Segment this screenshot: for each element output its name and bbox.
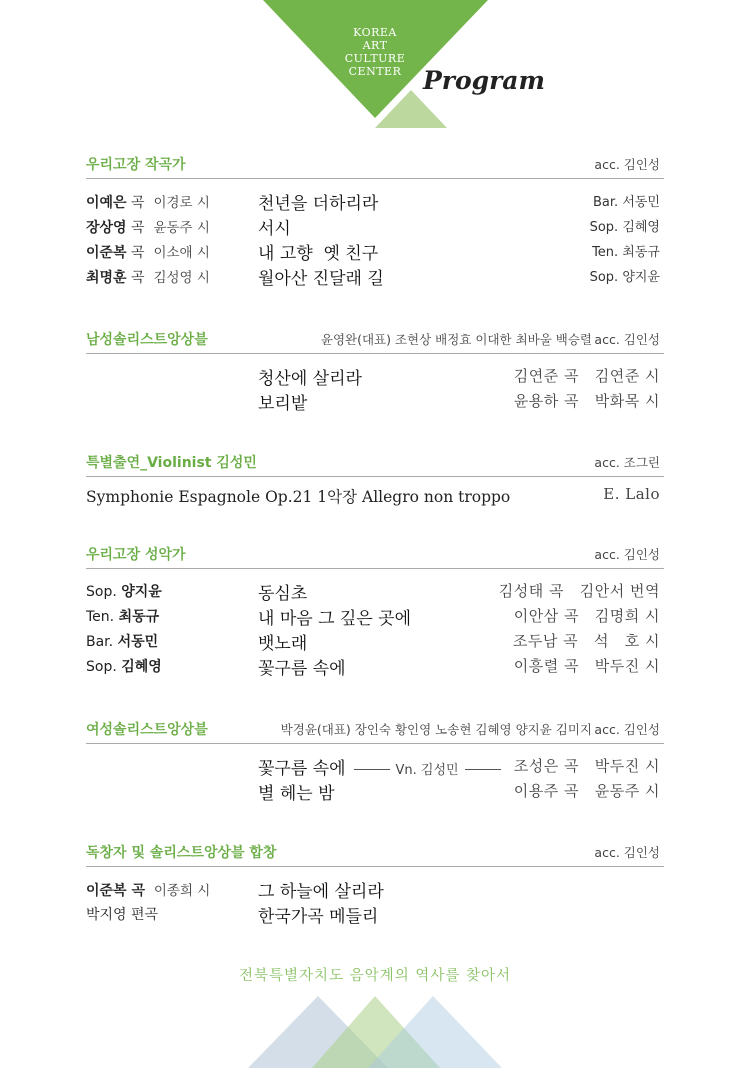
piece-title: 동심초 [258, 584, 308, 604]
piece-credit: 윤용하 곡 박화목 시 [513, 392, 660, 410]
piece-credit: 김성태 곡 김안서 번역 [498, 582, 660, 600]
piece-credit: 김연준 곡 김연준 시 [513, 367, 660, 385]
piece-title: 꽃구름 속에 [258, 659, 346, 679]
logo-line-4: CENTER [348, 65, 402, 78]
singer: Bar. 서동민 [86, 634, 159, 650]
piece-credit: 이용주 곡 윤동주 시 [513, 782, 660, 800]
program-row [86, 754, 664, 779]
ensemble-members: 박경윤(대표) 장인숙 황인영 노송현 김혜영 양지윤 김미지 [280, 722, 592, 737]
piece-title: 서시 [258, 219, 291, 239]
piece-title: 월아산 진달래 길 [258, 269, 384, 289]
ensemble-members: 윤영완(대표) 조현상 배정효 이대한 최바울 백승렬 [320, 332, 592, 347]
piece-title: 별 헤는 밤 [258, 784, 335, 804]
program-row [86, 264, 664, 289]
program-row [86, 579, 664, 604]
piece-title: Symphonie Espagnole Op.21 1악장 Allegro non troppo [86, 488, 511, 506]
piece-credit: 조성은 곡 박두진 시 [513, 757, 660, 775]
piece-title: 천년을 더하리라 [258, 194, 379, 214]
section-header [86, 450, 664, 477]
piece-title: 그 하늘에 살리라 [258, 882, 384, 902]
program-row [86, 485, 664, 510]
piece-credit: 이흥렬 곡 박두진 시 [513, 657, 660, 675]
program-row [86, 239, 664, 264]
footer-tagline: 전북특별자치도 음악계의 역사를 찾아서 [239, 968, 511, 984]
accompanist: acc. 조그린 [594, 455, 660, 470]
credit-arranger: 박지영 편곡 [86, 907, 159, 923]
piece-title: 내 고향 옛 친구 [258, 244, 379, 264]
section-title: 남성솔리스트앙상블 [86, 332, 208, 348]
logo-line-2: ART [362, 39, 388, 52]
logo-line-3: CULTURE [344, 52, 406, 65]
accompanist: acc. 김인성 [594, 157, 660, 172]
section-title: 특별출연_Violinist 김성민 [86, 455, 257, 471]
piece-title: 뱃노래 [258, 634, 308, 654]
performer: Sop. 김혜영 [589, 220, 660, 235]
piece-title: 한국가곡 메들리 [258, 907, 379, 927]
footer-triangles-graphic [0, 990, 750, 1068]
accompanist: acc. 김인성 [594, 845, 660, 860]
featured-violinist: Vn. 김성민 [395, 763, 459, 778]
accompanist: acc. 김인성 [594, 547, 660, 562]
section-header [86, 840, 664, 867]
program-row [86, 189, 664, 214]
accompanist: acc. 김인성 [594, 722, 660, 737]
program-row [86, 389, 664, 414]
credit-composer-poet: 이준복 곡 이종희 시 [86, 883, 211, 899]
piece-composer: E. Lalo [603, 485, 660, 503]
performer: Ten. 최동규 [592, 245, 660, 260]
program-row [86, 902, 664, 927]
program-row [86, 604, 664, 629]
logo-line-1: KOREA [353, 26, 397, 39]
credit-composer-poet: 장상영 곡 윤동주 시 [86, 220, 210, 236]
section-title: 독창자 및 솔리스트앙상블 합창 [86, 845, 277, 861]
section-title: 우리고장 성악가 [86, 547, 186, 563]
section-joint-chorus [86, 840, 664, 927]
section-special-violinist [86, 450, 664, 510]
program-row [86, 364, 664, 389]
piece-title: 내 마음 그 깊은 곳에 [258, 609, 411, 629]
section-header [86, 152, 664, 179]
accompanist: acc. 김인성 [594, 332, 660, 347]
piece-title: 보리밭 [258, 394, 308, 414]
piece-title: 청산에 살리라 [258, 369, 362, 389]
credit-composer-poet: 최명훈 곡 김성영 시 [86, 270, 210, 286]
section-local-vocalists [86, 542, 664, 679]
credit-composer-poet: 이예은 곡 이경로 시 [86, 195, 210, 211]
section-title: 여성솔리스트앙상블 [86, 722, 208, 738]
section-female-ensemble [86, 717, 664, 804]
singer: Ten. 최동규 [86, 609, 160, 625]
program-row [86, 629, 664, 654]
piece-credit: 이안삼 곡 김명희 시 [513, 607, 660, 625]
performer: Sop. 양지윤 [589, 270, 660, 285]
program-title: Program [423, 66, 545, 95]
piece-credit: 조두남 곡 석 호 시 [512, 632, 660, 650]
credit-composer-poet: 이준복 곡 이소애 시 [86, 245, 210, 261]
program-row [86, 654, 664, 679]
singer: Sop. 김혜영 [86, 659, 162, 675]
piece-title: 꽃구름 속에 Vn. 김성민 [258, 754, 507, 779]
program-row [86, 779, 664, 804]
section-male-ensemble [86, 327, 664, 414]
singer: Sop. 양지윤 [86, 584, 162, 600]
section-title: 우리고장 작곡가 [86, 157, 186, 173]
section-header [86, 327, 664, 354]
section-header [86, 542, 664, 569]
program-row [86, 214, 664, 239]
performer: Bar. 서동민 [593, 195, 660, 210]
section-header [86, 717, 664, 744]
program-row [86, 877, 664, 902]
section-local-composers [86, 152, 664, 289]
